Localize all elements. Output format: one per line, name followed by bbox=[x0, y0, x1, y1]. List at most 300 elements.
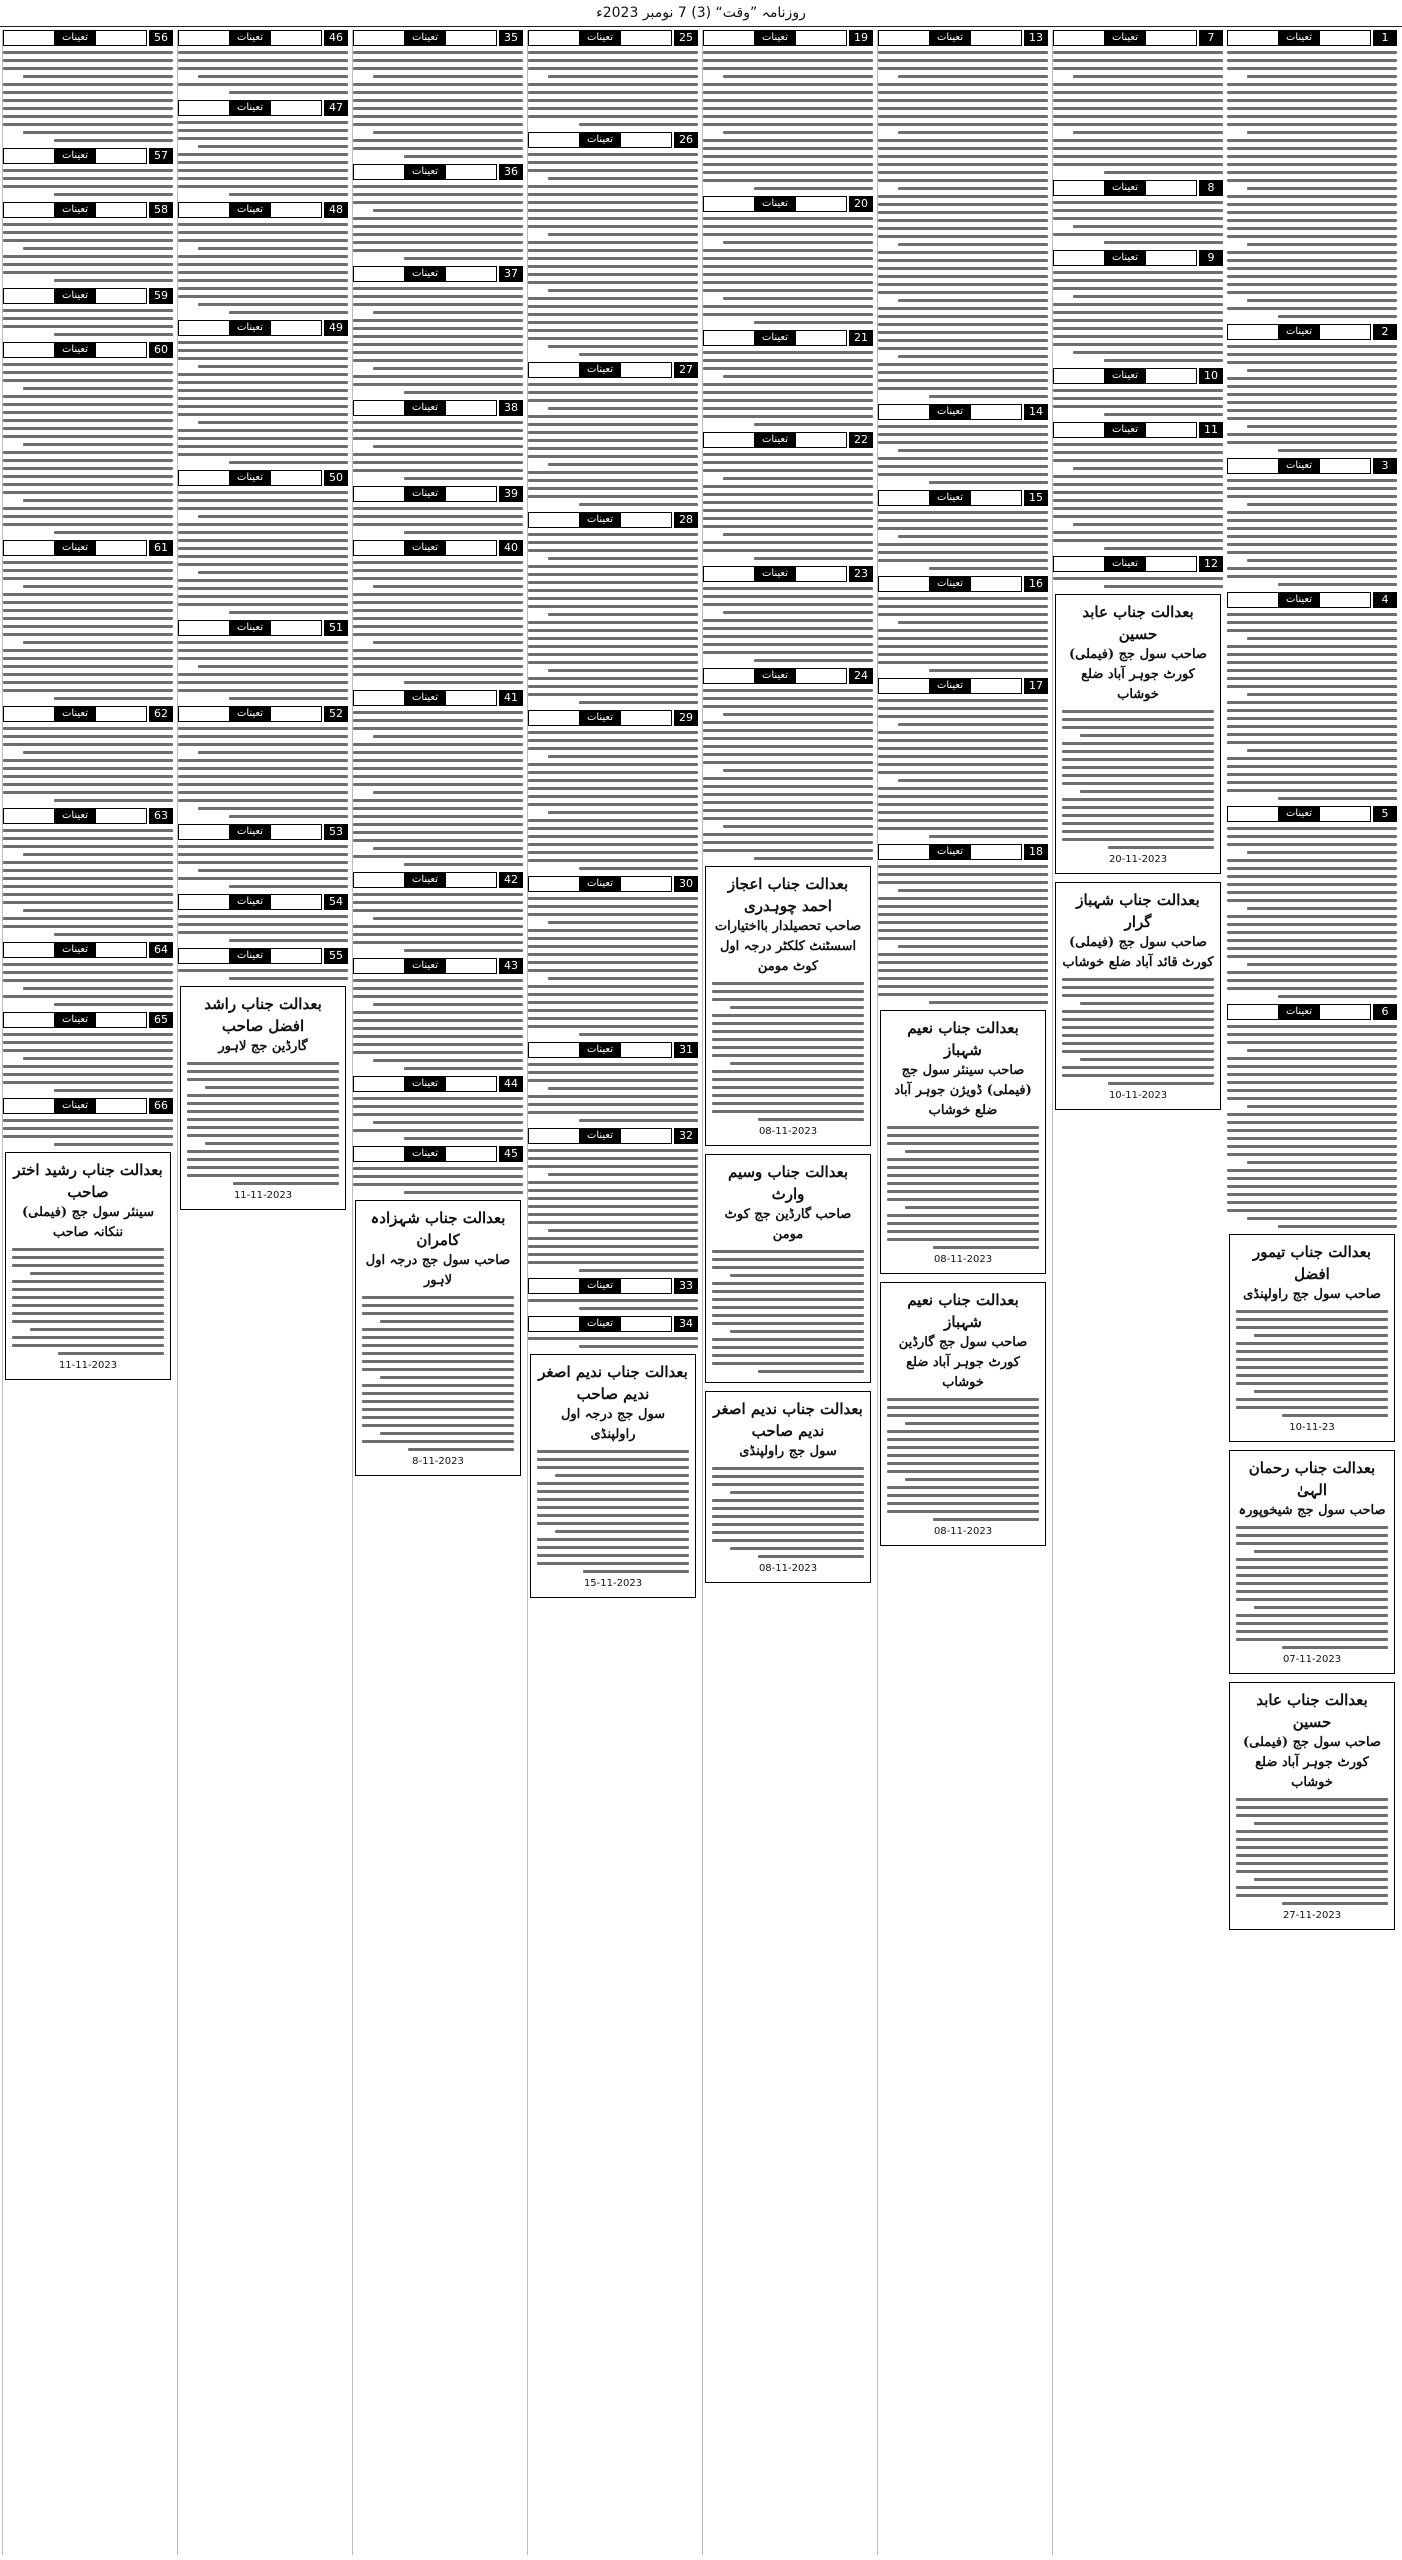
text-line bbox=[528, 471, 698, 474]
hearing-date: 27-11-2023 bbox=[1282, 1910, 1342, 1921]
text-line bbox=[1247, 425, 1397, 428]
court-subtitle: صاحب تحصیلدار بااختیارات اسسٹنٹ کلکٹر درجہ اول کوٹ مومن bbox=[714, 919, 862, 974]
text-line bbox=[1053, 147, 1223, 150]
text-line bbox=[3, 263, 173, 266]
text-line bbox=[187, 1174, 339, 1177]
text-line bbox=[178, 799, 348, 802]
text-line bbox=[878, 961, 1048, 964]
text-line bbox=[353, 617, 523, 620]
text-line bbox=[528, 1181, 698, 1184]
court-subtitle: صاحب سول جج شیخوپورہ bbox=[1238, 1503, 1386, 1518]
text-lines bbox=[703, 351, 873, 426]
story-label-bar bbox=[353, 872, 497, 888]
story-number: 49 bbox=[324, 320, 348, 336]
text-line bbox=[229, 977, 348, 980]
story bbox=[528, 1042, 698, 1122]
text-line bbox=[878, 993, 1048, 996]
text-line bbox=[703, 753, 873, 756]
story-label-bar bbox=[878, 490, 1022, 506]
text-line bbox=[528, 851, 698, 854]
text-line bbox=[528, 1205, 698, 1208]
story-label-bar bbox=[878, 576, 1022, 592]
text-line bbox=[1053, 397, 1223, 400]
text-line bbox=[878, 519, 1048, 522]
story-label-bar bbox=[1227, 30, 1371, 46]
text-line bbox=[1227, 685, 1397, 688]
text-line bbox=[537, 1506, 689, 1509]
story-label-bar bbox=[353, 164, 497, 180]
text-line bbox=[1227, 99, 1397, 102]
text-line bbox=[528, 1337, 698, 1340]
text-line bbox=[703, 841, 873, 844]
story-header bbox=[703, 196, 873, 212]
text-line bbox=[178, 579, 348, 582]
story bbox=[1227, 592, 1397, 800]
text-line bbox=[58, 1352, 164, 1355]
text-line bbox=[537, 1562, 689, 1565]
text-line bbox=[878, 661, 1048, 664]
text-line bbox=[1227, 733, 1397, 736]
story-label: تعینات bbox=[404, 267, 446, 281]
story-label: تعینات bbox=[754, 433, 796, 447]
story-label-bar bbox=[178, 706, 322, 722]
text-lines bbox=[3, 363, 173, 534]
story bbox=[528, 876, 698, 1036]
text-line bbox=[898, 945, 1048, 948]
story-header bbox=[1227, 592, 1397, 608]
text-line bbox=[3, 371, 173, 374]
text-line bbox=[703, 777, 873, 780]
story-label-bar bbox=[1053, 250, 1197, 266]
story-label: تعینات bbox=[54, 943, 96, 957]
text-line bbox=[1227, 377, 1397, 380]
text-line bbox=[3, 363, 173, 366]
text-line bbox=[579, 1307, 698, 1310]
text-line bbox=[528, 993, 698, 996]
text-line bbox=[1227, 519, 1397, 522]
story-header bbox=[703, 330, 873, 346]
text-line bbox=[1227, 551, 1397, 554]
story-label: تعینات bbox=[1278, 325, 1320, 339]
text-line bbox=[528, 1189, 698, 1192]
story-label-bar bbox=[178, 320, 322, 336]
text-line bbox=[1227, 227, 1397, 230]
text-line bbox=[703, 359, 873, 362]
text-line bbox=[3, 1065, 173, 1068]
text-line bbox=[3, 1119, 173, 1122]
story bbox=[1053, 180, 1223, 244]
text-line bbox=[178, 743, 348, 746]
text-line bbox=[353, 633, 523, 636]
text-line bbox=[579, 1119, 698, 1122]
story-number: 38 bbox=[499, 400, 523, 416]
text-line bbox=[3, 255, 173, 258]
text-line bbox=[1053, 271, 1223, 274]
text-line bbox=[528, 265, 698, 268]
text-line bbox=[353, 1129, 523, 1132]
text-line bbox=[887, 1126, 1039, 1129]
text-line bbox=[54, 1143, 173, 1146]
text-line bbox=[12, 1264, 164, 1267]
text-line bbox=[898, 535, 1048, 538]
text-line bbox=[1278, 449, 1397, 452]
text-line bbox=[712, 1266, 864, 1269]
story-number: 32 bbox=[674, 1128, 698, 1144]
story-number: 23 bbox=[849, 566, 873, 582]
text-line bbox=[54, 279, 173, 282]
text-line bbox=[1236, 1854, 1388, 1857]
text-line bbox=[362, 1312, 514, 1315]
column-4 bbox=[702, 30, 873, 2555]
court-subtitle: صاحب سینئر سول جج (فیملی) ڈویژن جوہر آباد ضلع خوشاب bbox=[894, 1063, 1032, 1118]
story-label: تعینات bbox=[579, 1317, 621, 1331]
story-header bbox=[3, 202, 173, 218]
text-line bbox=[1053, 99, 1223, 102]
text-lines bbox=[528, 1149, 698, 1272]
text-line bbox=[353, 941, 523, 944]
text-line bbox=[198, 515, 348, 518]
text-line bbox=[528, 115, 698, 118]
text-lines bbox=[1053, 51, 1223, 174]
text-line bbox=[404, 1191, 523, 1194]
story-label: تعینات bbox=[404, 1147, 446, 1161]
story-label: تعینات bbox=[929, 405, 971, 419]
text-line bbox=[178, 357, 348, 360]
text-line bbox=[178, 177, 348, 180]
story-number: 62 bbox=[149, 706, 173, 722]
text-line bbox=[929, 669, 1048, 672]
story-number: 19 bbox=[849, 30, 873, 46]
text-line bbox=[353, 727, 523, 730]
text-line bbox=[703, 139, 873, 142]
text-line bbox=[3, 395, 173, 398]
text-line bbox=[528, 67, 698, 70]
text-line bbox=[1278, 995, 1397, 998]
text-line bbox=[1227, 527, 1397, 530]
text-lines bbox=[1227, 51, 1397, 318]
text-line bbox=[579, 1345, 698, 1348]
text-line bbox=[1053, 67, 1223, 70]
story-number: 25 bbox=[674, 30, 698, 46]
story-number: 9 bbox=[1199, 250, 1223, 266]
text-line bbox=[3, 963, 173, 966]
text-line bbox=[353, 515, 523, 518]
text-line bbox=[178, 523, 348, 526]
story-label-bar bbox=[1227, 458, 1371, 474]
text-line bbox=[178, 271, 348, 274]
text-line bbox=[353, 359, 523, 362]
text-line bbox=[178, 169, 348, 172]
story-number: 41 bbox=[499, 690, 523, 706]
text-lines bbox=[3, 1033, 173, 1092]
text-line bbox=[1053, 483, 1223, 486]
text-line bbox=[1236, 1574, 1388, 1577]
text-line bbox=[712, 1531, 864, 1534]
story bbox=[1053, 422, 1223, 550]
text-line bbox=[3, 177, 173, 180]
text-line bbox=[528, 1025, 698, 1028]
text-line bbox=[887, 1214, 1039, 1217]
text-line bbox=[528, 795, 698, 798]
text-line bbox=[1236, 1350, 1388, 1353]
text-line bbox=[548, 1229, 698, 1232]
text-line bbox=[23, 131, 173, 134]
text-line bbox=[3, 649, 173, 652]
text-line bbox=[178, 783, 348, 786]
text-line bbox=[3, 99, 173, 102]
text-line bbox=[1227, 741, 1397, 744]
text-line bbox=[187, 1110, 339, 1113]
story-header bbox=[1227, 324, 1397, 340]
text-line bbox=[229, 815, 348, 818]
text-line bbox=[878, 203, 1048, 206]
text-lines bbox=[178, 969, 348, 980]
text-line bbox=[3, 673, 173, 676]
text-line bbox=[373, 917, 523, 920]
text-line bbox=[528, 1221, 698, 1224]
text-line bbox=[1227, 83, 1397, 86]
text-line bbox=[12, 1248, 164, 1251]
text-line bbox=[353, 995, 523, 998]
text-line bbox=[23, 585, 173, 588]
story-number: 17 bbox=[1024, 678, 1048, 694]
text-line bbox=[353, 925, 523, 928]
text-line bbox=[178, 121, 348, 124]
text-line bbox=[1227, 987, 1397, 990]
story-label: تعینات bbox=[54, 203, 96, 217]
text-line bbox=[1062, 782, 1214, 785]
text-line bbox=[362, 1352, 514, 1355]
text-lines bbox=[528, 897, 698, 1036]
text-line bbox=[703, 627, 873, 630]
text-line bbox=[3, 869, 173, 872]
text-line bbox=[1236, 1310, 1388, 1313]
text-line bbox=[54, 697, 173, 700]
hearing-date: 10-11-23 bbox=[1289, 1422, 1335, 1433]
story-label-bar bbox=[528, 876, 672, 892]
text-line bbox=[754, 187, 873, 190]
story-number: 2 bbox=[1373, 324, 1397, 340]
text-line bbox=[1227, 409, 1397, 412]
text-lines bbox=[353, 421, 523, 480]
story-header bbox=[528, 710, 698, 726]
text-lines bbox=[178, 845, 348, 888]
text-line bbox=[353, 625, 523, 628]
story bbox=[528, 1278, 698, 1310]
text-line bbox=[353, 469, 523, 472]
text-lines bbox=[12, 1248, 164, 1355]
text-line bbox=[528, 661, 698, 664]
text-line bbox=[178, 587, 348, 590]
text-line bbox=[579, 123, 698, 126]
text-line bbox=[878, 803, 1048, 806]
text-line bbox=[528, 153, 698, 156]
text-line bbox=[1236, 1534, 1388, 1537]
story-label-bar bbox=[353, 540, 497, 556]
text-line bbox=[878, 653, 1048, 656]
text-line bbox=[703, 147, 873, 150]
text-line bbox=[1227, 1193, 1397, 1196]
text-line bbox=[353, 743, 523, 746]
text-line bbox=[1073, 225, 1223, 228]
text-line bbox=[703, 501, 873, 504]
text-line bbox=[712, 1110, 864, 1113]
text-line bbox=[1227, 613, 1397, 616]
text-line bbox=[1227, 1041, 1397, 1044]
story-label: تعینات bbox=[929, 577, 971, 591]
text-line bbox=[878, 787, 1048, 790]
text-line bbox=[1053, 531, 1223, 534]
text-line bbox=[229, 939, 348, 942]
court-notice bbox=[355, 1200, 521, 1476]
text-line bbox=[905, 1206, 1039, 1209]
masthead-text: روزنامہ ”وقت“ (3) 7 نومبر 2023ء bbox=[596, 5, 806, 21]
text-line bbox=[1227, 931, 1397, 934]
text-line bbox=[1227, 891, 1397, 894]
text-line bbox=[548, 613, 698, 616]
text-line bbox=[528, 383, 698, 386]
text-line bbox=[1053, 443, 1223, 446]
story-number: 51 bbox=[324, 620, 348, 636]
story bbox=[3, 540, 173, 700]
text-line bbox=[878, 115, 1048, 118]
story-header bbox=[528, 1316, 698, 1332]
text-line bbox=[528, 1063, 698, 1066]
text-line bbox=[537, 1514, 689, 1517]
story-number: 13 bbox=[1024, 30, 1048, 46]
text-line bbox=[1278, 583, 1397, 586]
text-line bbox=[1227, 353, 1397, 356]
text-line bbox=[703, 643, 873, 646]
story-header bbox=[3, 148, 173, 164]
text-line bbox=[528, 779, 698, 782]
text-line bbox=[1227, 345, 1397, 348]
text-line bbox=[1227, 401, 1397, 404]
text-line bbox=[1227, 867, 1397, 870]
text-line bbox=[528, 391, 698, 394]
text-line bbox=[1227, 267, 1397, 270]
text-line bbox=[353, 893, 523, 896]
story-label-bar bbox=[878, 678, 1022, 694]
text-line bbox=[353, 751, 523, 754]
text-line bbox=[1227, 171, 1397, 174]
text-line bbox=[1053, 319, 1223, 322]
story-header bbox=[353, 486, 523, 502]
text-line bbox=[703, 737, 873, 740]
text-line bbox=[1053, 107, 1223, 110]
text-line bbox=[1236, 1582, 1388, 1585]
story bbox=[1053, 368, 1223, 416]
text-line bbox=[1236, 1886, 1388, 1889]
story-label: تعینات bbox=[579, 363, 621, 377]
text-line bbox=[353, 99, 523, 102]
text-line bbox=[878, 559, 1048, 562]
text-line bbox=[1108, 846, 1214, 849]
text-line bbox=[1227, 195, 1397, 198]
text-line bbox=[3, 115, 173, 118]
story-header bbox=[528, 876, 698, 892]
text-line bbox=[12, 1296, 164, 1299]
story bbox=[353, 486, 523, 534]
text-line bbox=[1062, 1042, 1214, 1045]
text-line bbox=[528, 897, 698, 900]
text-line bbox=[712, 1290, 864, 1293]
story-label: تعینات bbox=[1278, 31, 1320, 45]
text-line bbox=[878, 819, 1048, 822]
text-line bbox=[898, 889, 1048, 892]
text-line bbox=[1227, 1209, 1397, 1212]
text-line bbox=[1247, 1217, 1397, 1220]
text-line bbox=[1227, 677, 1397, 680]
text-line bbox=[54, 1003, 173, 1006]
story-label: تعینات bbox=[579, 1279, 621, 1293]
text-line bbox=[353, 83, 523, 86]
text-line bbox=[1227, 107, 1397, 110]
story-label-bar bbox=[1053, 556, 1197, 572]
text-line bbox=[178, 153, 348, 156]
story-number: 5 bbox=[1373, 806, 1397, 822]
story-header bbox=[878, 844, 1048, 860]
text-line bbox=[3, 901, 173, 904]
text-line bbox=[1227, 361, 1397, 364]
text-line bbox=[703, 225, 873, 228]
text-line bbox=[898, 243, 1048, 246]
text-line bbox=[528, 1017, 698, 1020]
story-number: 4 bbox=[1373, 592, 1397, 608]
text-line bbox=[1236, 1814, 1388, 1817]
text-lines bbox=[703, 587, 873, 662]
text-line bbox=[12, 1312, 164, 1315]
text-line bbox=[1227, 1057, 1397, 1060]
text-line bbox=[178, 67, 348, 70]
text-line bbox=[23, 443, 173, 446]
text-line bbox=[703, 59, 873, 62]
text-line bbox=[703, 461, 873, 464]
story-label: تعینات bbox=[229, 203, 271, 217]
text-line bbox=[373, 847, 523, 850]
text-line bbox=[1080, 1058, 1214, 1061]
text-line bbox=[353, 1167, 523, 1170]
text-line bbox=[404, 155, 523, 158]
text-line bbox=[187, 1158, 339, 1161]
text-line bbox=[878, 91, 1048, 94]
text-line bbox=[353, 303, 523, 306]
text-line bbox=[528, 969, 698, 972]
text-line bbox=[905, 1478, 1039, 1481]
court-notice bbox=[1055, 594, 1221, 874]
story bbox=[353, 164, 523, 260]
text-line bbox=[887, 1230, 1039, 1233]
text-line bbox=[878, 605, 1048, 608]
text-line bbox=[548, 669, 698, 672]
story bbox=[3, 808, 173, 936]
text-line bbox=[353, 1113, 523, 1116]
text-line bbox=[1227, 1145, 1397, 1148]
text-line bbox=[3, 169, 173, 172]
text-line bbox=[1247, 243, 1397, 246]
text-line bbox=[528, 549, 698, 552]
story-number: 44 bbox=[499, 1076, 523, 1092]
text-line bbox=[3, 735, 173, 738]
story-number: 21 bbox=[849, 330, 873, 346]
story-header bbox=[178, 948, 348, 964]
text-line bbox=[878, 51, 1048, 54]
text-line bbox=[3, 593, 173, 596]
text-line bbox=[1227, 67, 1397, 70]
story bbox=[3, 30, 173, 142]
text-line bbox=[54, 139, 173, 142]
story-header bbox=[703, 566, 873, 582]
